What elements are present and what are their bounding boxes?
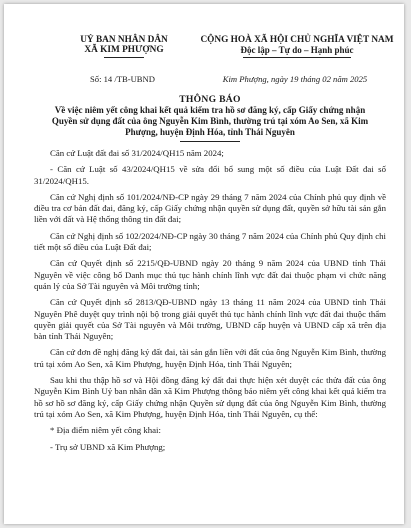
national-header <box>186 35 404 58</box>
paragraph: Căn cứ Quyết định số 2813/QĐ-UBND ngày 13 tháng 11 năm 2024 của UBND tỉnh Thái Nguyên Phê duyệt quy trình nội bộ trong giải quyết thủ tục hành chính lĩnh vực đất đai thuộc thẩm quyền giải quyết của Sở Tài nguyên và Môi trường, UBND cấp huyện và UBND cấp xã trên địa bàn tỉnh Thái Nguyên; <box>34 297 386 342</box>
paragraph: Căn cứ Luật đất đai số 31/2024/QH15 năm 2024; <box>50 148 224 158</box>
document-subject: Về việc niêm yết công khai kết quả kiểm tra hồ sơ đăng ký, cấp Giấy chứng nhận Quyền sử dụng đất của ông Nguyễn Kim Bình, thường trú tại xóm Ao Sen, xã Kim Phượng, huyện Định Hóa, tỉnh Thái Nguyên <box>51 105 369 137</box>
document-body <box>34 148 386 458</box>
document-subject-block <box>44 105 376 142</box>
issuing-agency <box>62 35 186 58</box>
paragraph: Căn cứ đơn đề nghị đăng ký đất đai, tài sản gắn liền với đất của ông Nguyễn Kim Bình, thường trú tại xóm Ao Sen, xã Kim Phượng, huyện Định Hóa, tỉnh Thái Nguyên; <box>34 347 386 369</box>
document-page <box>4 4 404 524</box>
paragraph: - Trụ sở UBND xã Kim Phượng; <box>50 441 166 452</box>
nation-name: CỘNG HOÀ XÃ HỘI CHỦ NGHĨA VIỆT NAM <box>200 35 394 45</box>
paragraph: Căn cứ Nghị định số 102/2024/NĐ-CP ngày 30 tháng 7 năm 2024 của Chính phủ Quy định chi tiết một số điều của Luật Đất đai; <box>34 230 386 253</box>
motto-underline <box>243 57 351 58</box>
document-date: Kim Phượng, ngày 19 tháng 02 năm 2025 <box>222 74 368 84</box>
paragraph: * Địa điểm niêm yết công khai: <box>50 425 161 436</box>
paragraph: Sau khi thu thập hồ sơ và Hội đồng đăng ký đất đai thực hiện xét duyệt các thửa đất của ông Nguyễn Kim Bình Uỷ ban nhân dân xã Kim Phượng thông báo niêm yết công khai kết quả kiểm tra hồ sơ hồ sơ đăng ký, cấp Giấy chứng nhận Quyền sử dụng đất của ông Nguyễn Kim Bình, thường trú tại xóm Ao Sen, xã Kim Phượng, huyện Định Hóa, tỉnh Thái Nguyên, cụ thể: <box>34 375 386 419</box>
subject-underline <box>180 141 240 142</box>
agency-line-2: XÃ KIM PHƯỢNG <box>84 45 164 55</box>
national-motto: Độc lập – Tự do – Hạnh phúc <box>240 45 354 55</box>
paragraph: Căn cứ Nghị định số 101/2024/NĐ-CP ngày 29 tháng 7 năm 2024 của Chính phủ quy định về điều tra cơ bản đất đai, đăng ký, cấp Giấy chứng nhận quyền sử dụng đất, quyền sở hữu tài sản gắn liền với đất và Hệ thống thông tin đất đai; <box>34 191 386 225</box>
agency-underline <box>104 57 144 58</box>
document-number: Số: 14 /TB-UBND <box>90 74 155 84</box>
paragraph: - Căn cứ Luật số 43/2024/QH15 về sửa đổi bổ sung một số điều của Luật Đất đai số 31/2024/QH15. <box>34 164 386 186</box>
agency-line-1: UỶ BAN NHÂN DÂN <box>80 35 168 45</box>
document-title: THÔNG BÁO <box>179 94 241 105</box>
paragraph: Căn cứ Quyết định số 2215/QĐ-UBND ngày 20 tháng 9 năm 2024 của UBND tỉnh Thái Nguyên về việc công bố Danh mục thủ tục hành chính lĩnh vực đất đai thuộc phạm vi chức năng quản lý của Sở Tài nguyên và Môi trường tỉnh; <box>34 258 386 291</box>
